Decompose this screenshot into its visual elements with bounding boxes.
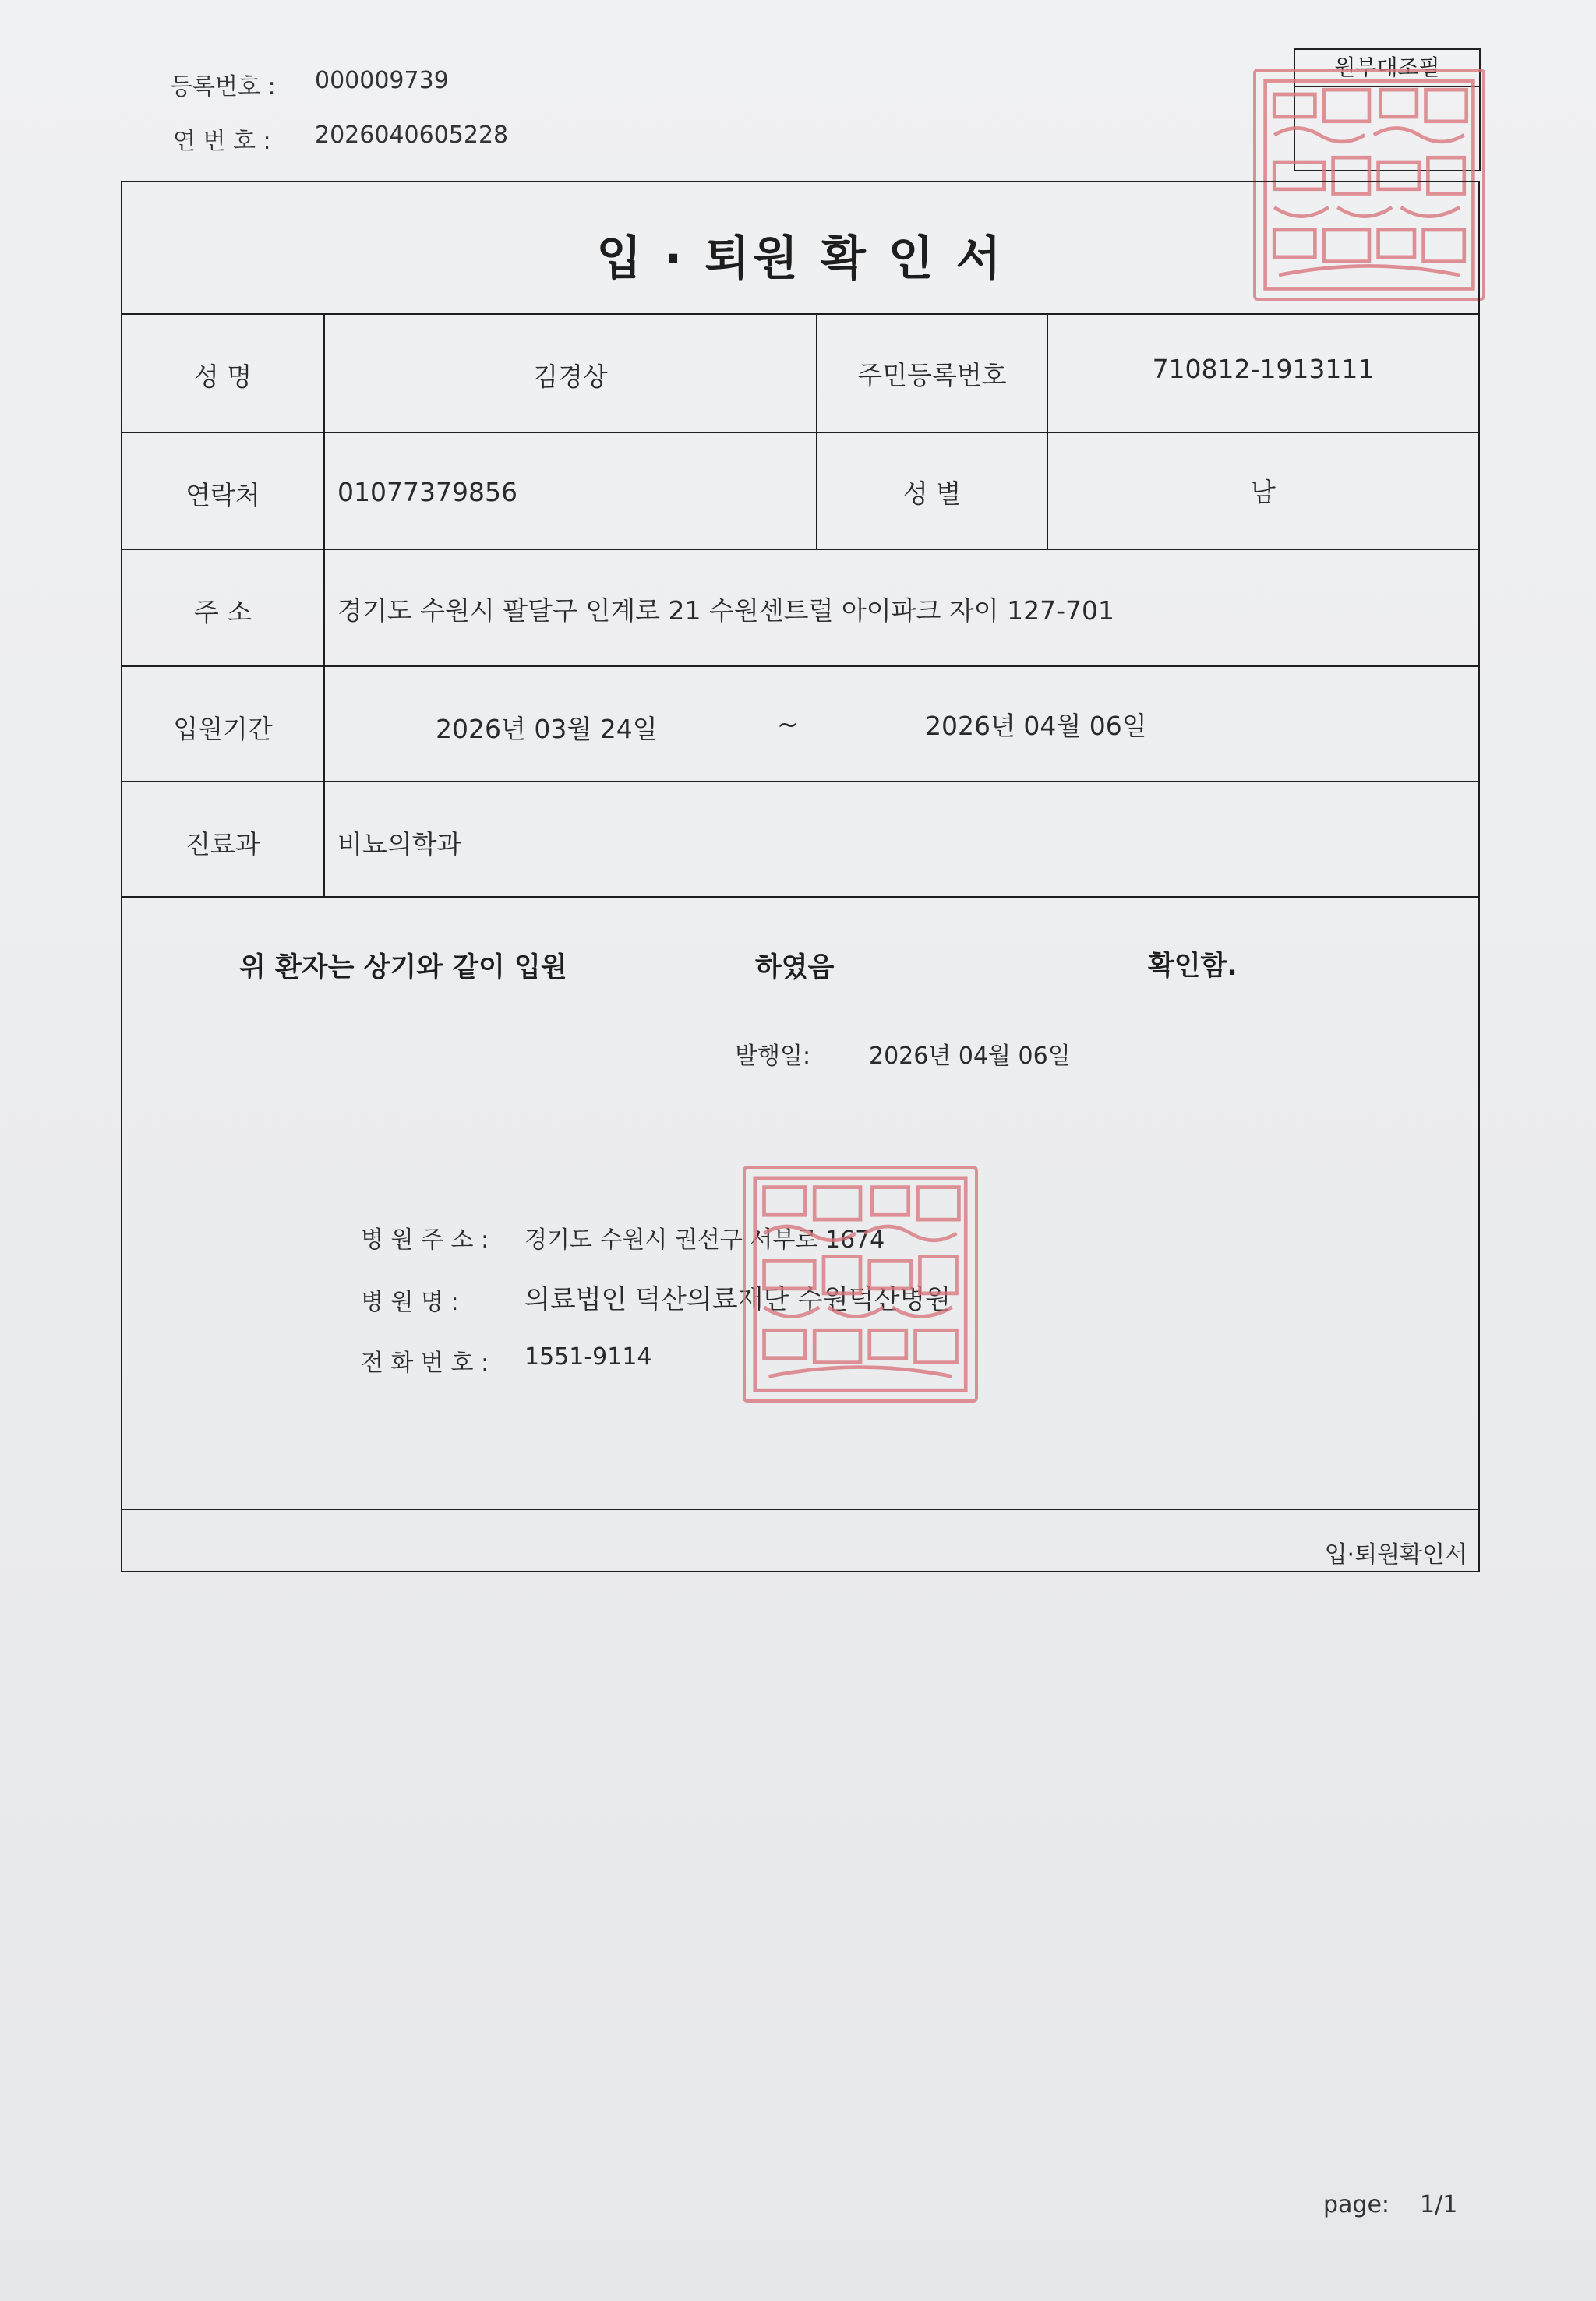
period-end: 2026년 04월 06일 (925, 711, 1147, 741)
period-label: 입원기간 (173, 714, 273, 744)
hospital-phone-value: 1551-9114 (524, 1343, 652, 1371)
hospital-address-value: 경기도 수원시 권선구 서부로 1674 (524, 1226, 885, 1254)
page-number: 1/1 (1420, 2191, 1458, 2218)
name-value: 김경상 (533, 362, 608, 392)
issue-date-value: 2026년 04월 06일 (869, 1043, 1071, 1070)
confirmation-part3: 확인함. (1148, 951, 1238, 982)
hospital-phone-label: 전 화 번 호 : (361, 1350, 489, 1377)
issue-date-label: 발행일: (735, 1043, 811, 1070)
name-label: 성 명 (193, 362, 252, 392)
registration-number: 000009739 (315, 67, 449, 94)
hospital-name-value: 의료법인 덕산의료재단 수원덕산병원 (524, 1284, 952, 1315)
form-footer-label: 입·퇴원확인서 (1324, 1541, 1467, 1569)
department-label: 진료과 (185, 829, 260, 859)
department-value: 비뇨의학과 (337, 829, 462, 859)
registration-label: 등록번호 : (170, 73, 276, 101)
gender-value: 남 (1251, 477, 1276, 507)
rrn-value: 710812-1913111 (1152, 354, 1375, 384)
address-label: 주 소 (193, 597, 252, 627)
page-label: page: (1323, 2191, 1390, 2218)
hospital-address-label: 병 원 주 소 : (361, 1226, 489, 1254)
hospital-name-label: 병 원 명 : (361, 1289, 459, 1316)
confirmation-part1: 위 환자는 상기와 같이 입원 (239, 952, 567, 983)
serial-number: 2026040605228 (315, 122, 509, 149)
admission-certificate-form (121, 181, 1480, 1572)
rrn-label: 주민등록번호 (857, 360, 1007, 390)
contact-value: 01077379856 (337, 477, 517, 507)
serial-label: 연 번 호 : (173, 128, 271, 155)
confirmation-part2: 하였음 (755, 952, 835, 983)
document-title: 입 · 퇴원 확 인 서 (596, 231, 1005, 286)
period-start: 2026년 03월 24일 (436, 714, 658, 744)
address-value: 경기도 수원시 팔달구 인계로 21 수원센트럴 아이파크 자이 127-701 (337, 595, 1114, 626)
contact-label: 연락처 (185, 480, 260, 510)
hospital-seal-center (743, 1166, 978, 1403)
period-separator: ~ (777, 709, 799, 739)
verification-stamp-label: 원부대조필 (1295, 50, 1479, 87)
gender-label: 성 별 (902, 478, 962, 509)
